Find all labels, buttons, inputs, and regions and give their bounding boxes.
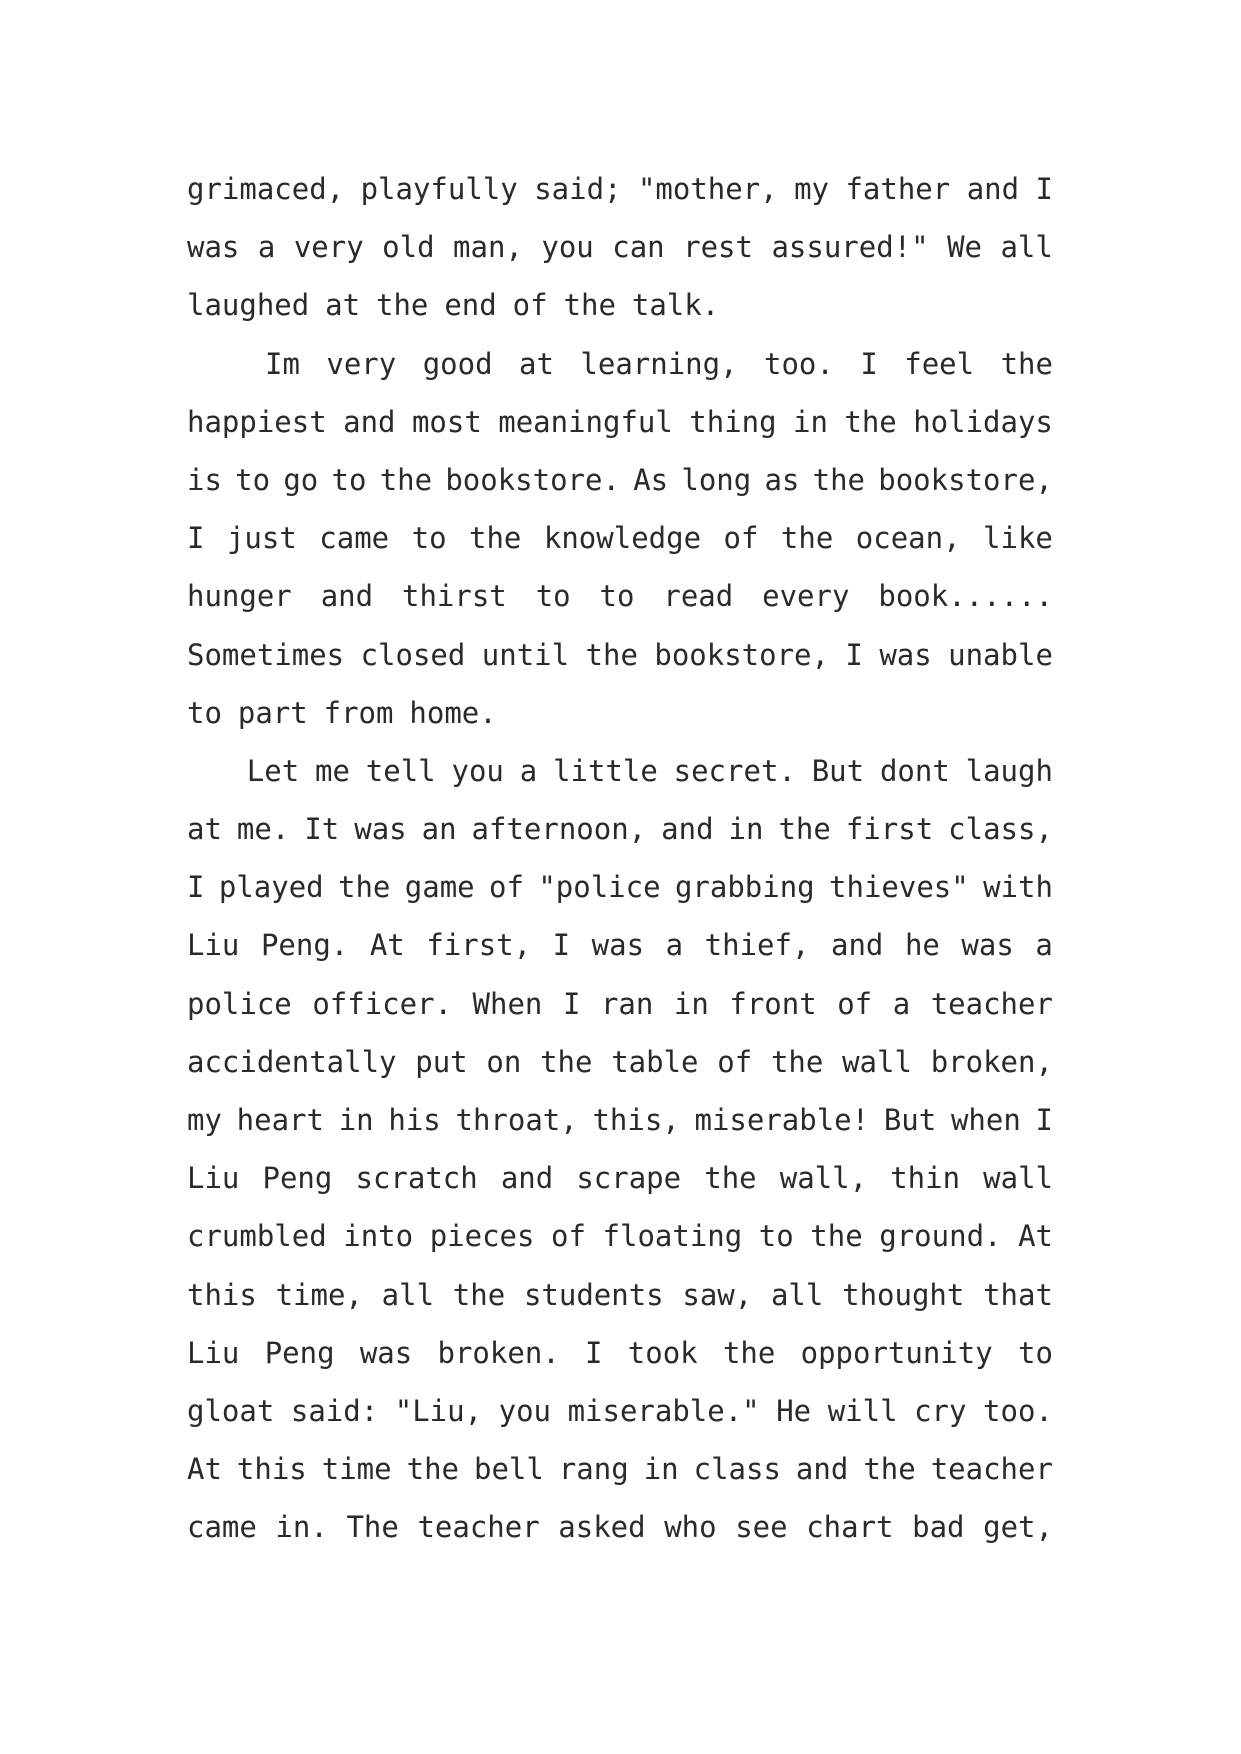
text-word: in (643, 1452, 679, 1487)
text-word: this (236, 1452, 307, 1487)
text-word: go (283, 462, 319, 497)
text-word: happiest (187, 404, 327, 439)
text-word: the (863, 1452, 916, 1487)
text-word: I (187, 521, 205, 556)
text-word: of (837, 986, 873, 1021)
text-word: all (770, 1277, 824, 1312)
text-word: long (681, 462, 752, 497)
text-word: hunger (187, 579, 292, 614)
text-word: of (551, 1219, 586, 1254)
text-word: took (627, 1335, 698, 1370)
text-word: crumbled (187, 1219, 327, 1254)
text-line (187, 742, 1053, 800)
text-word: the (778, 812, 831, 847)
text-word: too. (983, 1393, 1053, 1428)
text-word: Let (246, 753, 300, 788)
text-word: was (354, 812, 407, 847)
text-word: you (541, 230, 594, 265)
text-word: the (844, 404, 897, 439)
text-word: pieces (429, 1219, 535, 1254)
text-word: said: (290, 1393, 379, 1428)
text-word: and (500, 1161, 554, 1196)
text-word: broken, (930, 1044, 1053, 1079)
text-word: closed (360, 637, 466, 672)
text-word: all (381, 1277, 435, 1312)
text-word: time, (275, 1277, 363, 1312)
text-word: father (845, 172, 951, 206)
text-word: on (486, 1044, 522, 1079)
text-word: Peng. (260, 928, 349, 963)
text-word: wall (983, 1161, 1053, 1196)
text-word: in. (275, 1510, 328, 1545)
text-word: bookstore. (445, 462, 620, 497)
text-word: the (585, 637, 638, 672)
text-word: time (321, 1452, 392, 1487)
text-word: to (535, 579, 571, 614)
text-word: bad (912, 1510, 965, 1545)
text-line (187, 1498, 1053, 1556)
text-word: gloat (187, 1393, 275, 1428)
text-word: the (406, 1452, 459, 1487)
text-word: bookstore, (878, 462, 1053, 497)
text-word: little (553, 753, 658, 788)
text-word: grabbing (674, 870, 815, 905)
text-word: At (187, 1452, 222, 1487)
text-word: rang (558, 1452, 629, 1487)
text-word: too. (764, 346, 834, 381)
text-word: heart (236, 1103, 324, 1137)
text-word: to (187, 695, 222, 730)
text-word: in (673, 986, 709, 1021)
text-line (187, 1324, 1053, 1382)
text-word: holidays (913, 404, 1053, 439)
text-word: "Liu, (394, 1393, 483, 1428)
text-word: most (411, 404, 482, 439)
text-word: to (331, 462, 367, 497)
text-word: the (722, 1335, 776, 1370)
text-word: played (218, 870, 324, 905)
text-word: police (187, 986, 292, 1021)
text-word: the (780, 521, 834, 556)
text-word: floating (602, 1219, 743, 1254)
text-word: broken. (437, 1335, 560, 1370)
text-word: man, (453, 230, 523, 265)
text-word: part (237, 695, 308, 730)
text-word: afternoon, (471, 812, 647, 847)
text-word: the (704, 1161, 757, 1196)
text-word: teacher (417, 1510, 540, 1545)
text-word: I (845, 637, 863, 672)
text-word: can (612, 230, 665, 265)
text-word: at (519, 346, 554, 381)
text-word: good (422, 346, 493, 381)
text-word: cry (914, 1393, 967, 1428)
text-word: scratch (355, 1161, 478, 1196)
text-word: ocean, (855, 521, 961, 556)
text-word: came (319, 521, 390, 556)
text-word: bell (474, 1452, 544, 1487)
text-word: of (489, 870, 524, 905)
text-word: knowledge (543, 521, 702, 556)
text-line (187, 1207, 1053, 1265)
text-word: was (187, 230, 240, 265)
text-word: you (451, 753, 504, 788)
text-word: was (591, 928, 645, 963)
text-word: students (523, 1277, 664, 1312)
document-body (187, 160, 1053, 1557)
text-word: every (762, 579, 850, 614)
text-line (187, 451, 1053, 509)
text-word: Sometimes (187, 637, 345, 672)
text-line (187, 975, 1053, 1033)
text-word: at (187, 812, 222, 847)
text-word: ground. (879, 1219, 1002, 1254)
text-word: from (323, 695, 394, 730)
text-word: will (827, 1393, 898, 1428)
text-word: a (1035, 928, 1053, 963)
text-word: old (382, 230, 435, 265)
text-word: at (325, 288, 361, 323)
text-word: a (519, 753, 538, 788)
text-word: I (1035, 172, 1053, 206)
text-word: my (187, 1103, 222, 1137)
text-word: was (961, 928, 1014, 963)
text-word: until (481, 637, 570, 672)
text-word: all (1000, 230, 1053, 265)
text-line (187, 276, 1053, 334)
text-word: scrape (576, 1161, 682, 1196)
text-word: accidentally (187, 1044, 397, 1079)
text-line (187, 509, 1053, 567)
text-word: I (1035, 1103, 1053, 1137)
text-word: he (904, 928, 940, 963)
text-word: to (235, 462, 271, 497)
text-word: just (226, 521, 297, 556)
text-word: a (665, 928, 684, 963)
text-line (187, 800, 1053, 858)
text-word: my (794, 172, 830, 206)
text-line (187, 218, 1053, 276)
text-word: read (663, 579, 734, 614)
text-word: It (304, 812, 340, 847)
text-word: the (376, 288, 429, 323)
text-word: thirst (402, 579, 507, 614)
text-word: in (793, 404, 828, 439)
text-word: and (830, 928, 884, 963)
text-word: But (883, 1103, 937, 1137)
text-word: first, (426, 928, 532, 963)
text-line (187, 393, 1053, 451)
text-word: get, (983, 1510, 1053, 1545)
text-line (187, 684, 1053, 742)
text-word: and (966, 172, 1020, 206)
text-word: tell (365, 753, 436, 788)
text-word: the (563, 288, 616, 323)
text-word: thin (890, 1161, 961, 1196)
text-word: very (293, 230, 364, 265)
text-word: miserable! (694, 1103, 870, 1137)
text-word: laugh (965, 753, 1053, 788)
text-word: "police (538, 870, 661, 905)
text-word: of (717, 1044, 753, 1079)
text-word: that (983, 1277, 1053, 1312)
text-word: the (812, 462, 866, 497)
text-word: with (983, 870, 1053, 905)
text-word: asked (558, 1510, 646, 1545)
text-word: his (388, 1103, 441, 1137)
text-word: rest (683, 230, 753, 265)
text-word: home. (409, 695, 497, 730)
text-line (187, 1440, 1053, 1498)
text-word: to (1017, 1335, 1053, 1370)
text-word: and (320, 579, 374, 614)
text-word: you (498, 1393, 552, 1428)
text-word: Liu (187, 1161, 240, 1196)
text-word: meaningful (498, 404, 673, 439)
text-word: ran (600, 986, 654, 1021)
text-word: is (187, 462, 222, 497)
text-word: said; (534, 172, 622, 206)
text-word: "mother, (637, 172, 778, 206)
text-word: this (187, 1277, 257, 1312)
text-word: like (983, 521, 1053, 556)
text-word: was (879, 637, 932, 672)
text-word: thing (689, 404, 777, 439)
text-word: secret. (673, 753, 796, 788)
text-word: class (693, 1452, 781, 1487)
text-word: thought (842, 1277, 965, 1312)
text-word: We (947, 230, 982, 265)
text-line (187, 1033, 1053, 1091)
text-word: of (512, 288, 548, 323)
text-word: into (343, 1219, 414, 1254)
text-word: very (326, 346, 397, 381)
text-word: officer. (312, 986, 452, 1021)
text-word: He (776, 1393, 812, 1428)
text-word: the (338, 870, 391, 905)
text-word: and (795, 1452, 849, 1487)
text-word: end (444, 288, 497, 323)
text-word: chart (806, 1510, 894, 1545)
text-word: the (469, 521, 522, 556)
text-line (187, 160, 1053, 218)
text-word: teacher (930, 986, 1053, 1021)
text-word: me (315, 753, 350, 788)
text-word: laughed (187, 288, 310, 323)
text-word: in (338, 1103, 374, 1137)
text-word: class, (948, 812, 1053, 847)
text-word: front (729, 986, 817, 1021)
text-word: I (187, 870, 205, 905)
text-word: grimaced, (187, 172, 345, 206)
text-word: and (343, 404, 396, 439)
text-word: book...... (878, 579, 1053, 614)
text-word: At (1018, 1219, 1053, 1254)
text-word: this, (592, 1103, 680, 1137)
text-word: As (633, 462, 669, 497)
text-word: put (415, 1044, 468, 1079)
text-word: Liu (187, 1335, 240, 1370)
text-line (187, 1091, 1053, 1149)
text-word: to (599, 579, 635, 614)
text-word: the (1000, 346, 1053, 381)
text-word: miserable." (567, 1393, 760, 1428)
text-word: wall, (779, 1161, 868, 1196)
text-word: learning, (580, 346, 738, 381)
text-line (187, 858, 1053, 916)
text-line (187, 1266, 1053, 1324)
text-word: teacher (930, 1452, 1053, 1487)
text-word: a (892, 986, 911, 1021)
text-word: the (810, 1219, 863, 1254)
text-word: came (187, 1510, 257, 1545)
text-word: I (562, 986, 581, 1021)
text-word: thief, (704, 928, 810, 963)
text-word: the (770, 1044, 824, 1079)
text-word: of (723, 521, 759, 556)
text-line (187, 916, 1053, 974)
text-word: to (411, 521, 447, 556)
text-word: a (257, 230, 276, 265)
text-word: see (735, 1510, 788, 1545)
text-word: talk. (631, 288, 720, 323)
text-word: me. (236, 812, 290, 847)
text-word: unable (948, 637, 1053, 672)
text-line (187, 335, 1053, 393)
text-word: wall (842, 1044, 912, 1079)
text-word: the (452, 1277, 506, 1312)
text-word: and (661, 812, 714, 847)
text-word: dont (879, 753, 950, 788)
text-word: When (472, 986, 543, 1021)
text-word: The (346, 1510, 399, 1545)
text-line (187, 1149, 1053, 1207)
text-word: in (728, 812, 764, 847)
text-word: thieves" (829, 870, 969, 905)
text-word: But (811, 753, 865, 788)
text-word: was (359, 1335, 413, 1370)
text-word: first (845, 812, 934, 847)
text-word: I (860, 346, 878, 381)
text-word: as (764, 462, 800, 497)
text-word: Peng (264, 1335, 335, 1370)
text-word: who (664, 1510, 717, 1545)
text-word: Peng (262, 1161, 333, 1196)
text-word: playfully (360, 172, 518, 206)
text-word: bookstore, (654, 637, 829, 672)
text-word: saw, (682, 1277, 753, 1312)
text-word: when (950, 1103, 1021, 1137)
text-word: the (379, 462, 433, 497)
text-line (187, 567, 1053, 625)
text-word: assured!" (771, 230, 929, 265)
text-word: Liu (187, 928, 240, 963)
text-word: I (585, 1335, 603, 1370)
text-word: the (540, 1044, 593, 1079)
text-word: I (552, 928, 571, 963)
text-word: throat, (455, 1103, 578, 1137)
text-word: an (421, 812, 457, 847)
text-line (187, 1382, 1053, 1440)
text-word: At (369, 928, 405, 963)
text-word: Im (265, 346, 300, 381)
text-word: feel (904, 346, 975, 381)
text-line (187, 626, 1053, 684)
text-word: to (758, 1219, 794, 1254)
text-word: opportunity (800, 1335, 993, 1370)
text-word: table (611, 1044, 699, 1079)
text-word: game (404, 870, 475, 905)
